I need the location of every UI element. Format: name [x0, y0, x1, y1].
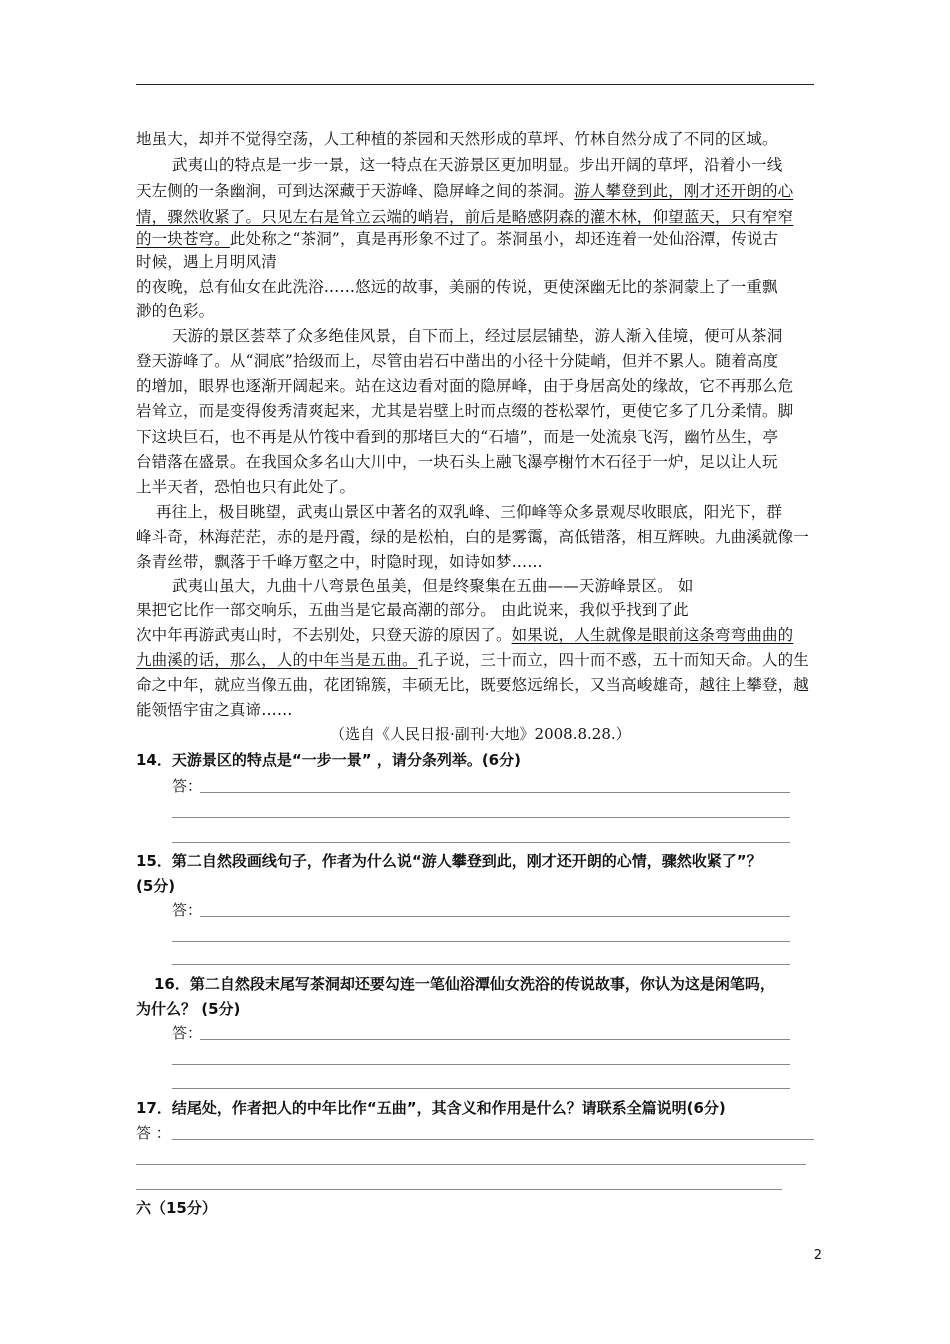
question-15: 15．第二自然段画线句子，作者为什么说“游人攀登到此，刚才还开朗的心情，骤然收紧了”？ [136, 852, 762, 870]
header-rule [136, 84, 814, 85]
passage-line: 武夷山的特点是一步一景，这一特点在天游景区更加明显。步出开阔的草坪，沿着小一线 [172, 156, 783, 174]
answer-label: 答 ： [136, 1124, 171, 1142]
answer-label: 答： [172, 901, 203, 919]
passage-line: 时候，遇上月明风清 [136, 253, 277, 271]
passage-line [136, 625, 793, 645]
question-15-points: (5分) [136, 877, 176, 895]
passage-text: 此处称之“茶洞”，真是再形象不过了。茶洞虽小，却还连着一处仙浴潭，传说古 [229, 230, 779, 248]
passage-line: 峰斗奇，林海茫茫，赤的是丹霞，绿的是松柏，白的是雾霭，高低错落，相互辉映。九曲溪就像一 [136, 528, 809, 546]
passage-line [136, 229, 778, 249]
passage-text: 次中年再游武夷山时，不去别处，只登天游的原因了。 [136, 626, 512, 644]
question-14: 14．天游景区的特点是“一步一景” ，请分条列举。(6分) [136, 751, 521, 769]
answer-label: 答： [172, 1024, 203, 1042]
passage-line: 的增加，眼界也逐渐开阔起来。站在这边看对面的隐屏峰，由于身居高处的缘故，它不再那么危 [136, 377, 794, 395]
answer-line[interactable] [172, 1139, 814, 1140]
passage-line: 果把它比作一部交响乐，五曲当是它最高潮的部分。 由此说来，我似乎找到了此 [136, 601, 689, 619]
answer-line[interactable] [200, 916, 790, 917]
passage-text: 天左侧的一条幽涧，可到达深藏于天游峰、隐屏峰之间的茶洞。 [136, 182, 575, 200]
answer-line[interactable] [172, 842, 790, 843]
answer-line[interactable] [200, 792, 790, 793]
answer-line[interactable] [136, 1189, 782, 1190]
passage-line: 能领悟宇宙之真谛…… [136, 701, 293, 719]
passage-line: 上半天者，恐怕也只有此处了。 [136, 478, 356, 496]
passage-line [136, 181, 793, 201]
answer-line[interactable] [136, 1164, 806, 1165]
underlined-sentence: 九曲溪的话，那么，人的中年当是五曲。 [136, 651, 418, 669]
passage-line: 的夜晚，总有仙女在此洗浴……悠远的故事，美丽的传说，更使深幽无比的茶洞蒙上了一重飘 [136, 278, 778, 296]
passage-line: 登天游峰了。从“洞底”拾级而上，尽管由岩石中凿出的小径十分陡峭，但并不累人。随着高度 [136, 352, 779, 370]
passage-line: 下这块巨石，也不再是从竹筏中看到的那堵巨大的“石墙”，而是一处流泉飞泻，幽竹丛生，亭 [136, 428, 779, 446]
answer-line[interactable] [172, 817, 790, 818]
passage-line [136, 650, 809, 670]
underlined-sentence: 的一块苍穹。 [136, 230, 230, 248]
passage-line: 武夷山虽大，九曲十八弯景色虽美，但是终聚集在五曲——天游峰景区。 如 [172, 577, 694, 595]
passage-line: 地虽大，却并不觉得空荡，人工种植的茶园和天然形成的草坪、竹林自然分成了不同的区域。 [136, 130, 778, 148]
answer-line[interactable] [200, 1039, 790, 1040]
passage-line: 命之中年，就应当像五曲，花团锦簇，丰硕无比，既要悠远绵长，又当高峻雄奇，越往上攀登，越 [136, 676, 809, 694]
answer-line[interactable] [172, 1088, 790, 1089]
answer-line[interactable] [172, 1064, 790, 1065]
question-16: 16．第二自然段末尾写茶洞却还要勾连一笔仙浴潭仙女洗浴的传说故事，你认为这是闲笔吗， [154, 975, 775, 993]
question-17: 17．结尾处，作者把人的中年比作“五曲”，其含义和作用是什么？请联系全篇说明(6分) [136, 1099, 726, 1117]
underlined-sentence: 如果说，人生就像是眼前这条弯弯曲曲的 [511, 626, 794, 644]
section-heading: 六（15分） [136, 1199, 217, 1217]
answer-label: 答： [172, 777, 203, 795]
passage-text: 孔子说，三十而立，四十而不惑，五十而知天命。人的生 [417, 651, 809, 669]
source-citation: （选自《人民日报·副刊·大地》2008.8.28.） [330, 725, 631, 743]
passage-line: 条青丝带，飘落于千峰万壑之中，时隐时现，如诗如梦…… [136, 553, 543, 571]
passage-line: 台错落在盛景。在我国众多名山大川中，一块石头上融飞瀑亭榭竹木石径于一炉，足以让人玩 [136, 453, 778, 471]
passage-line: 渺的色彩。 [136, 302, 215, 320]
underlined-sentence: 情，骤然收紧了。只见左右是耸立云端的峭岩，前后是略感阴森的灌木林，仰望蓝天，只有窄窄 [136, 208, 794, 226]
passage-line: 天游的景区荟萃了众多绝佳风景，自下而上，经过层层铺垫，游人渐入佳境，便可从茶洞 [172, 327, 783, 345]
underlined-sentence: 游人攀登到此，刚才还开朗的心 [574, 182, 794, 200]
passage-line: 再往上，极目眺望，武夷山景区中著名的双乳峰、三仰峰等众多景观尽收眼底，阳光下，群 [156, 503, 783, 521]
answer-line[interactable] [172, 964, 790, 965]
passage-line: 岩耸立，而是变得俊秀清爽起来，尤其是岩壁上时而点缀的苍松翠竹，更使它多了几分柔情。脚 [136, 402, 794, 420]
question-16-cont: 为什么？ (5分) [136, 1000, 241, 1018]
answer-line[interactable] [172, 941, 790, 942]
page-number: 2 [813, 1248, 822, 1263]
